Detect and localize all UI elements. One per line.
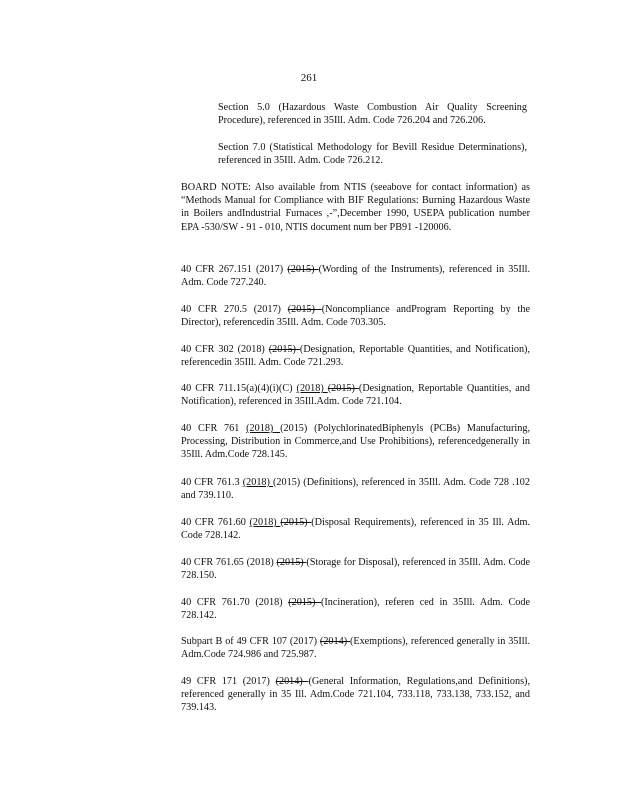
entry-text: (Disposal Requirements), referenced in 35 Ill. Adm. Code 728.142. — [181, 517, 530, 542]
entry-text: (2015) (Definitions), referenced in 35Ill. Adm. Code 728 .102 and 739.110. — [181, 477, 530, 502]
entry — [181, 635, 530, 661]
inserted-text: (2018) — [246, 423, 281, 434]
entry — [181, 516, 530, 542]
entry — [181, 596, 530, 622]
entry — [218, 141, 527, 167]
inserted-text: (2018) — [249, 517, 281, 528]
entry — [181, 556, 530, 582]
inserted-text: (2018) — [242, 477, 274, 488]
entry-text: 40 CFR 761 — [181, 423, 247, 434]
deleted-text: (2014) — [319, 636, 350, 647]
deleted-text: (2015) — [268, 344, 300, 355]
entry-text: (Wording of the Instruments), referenced in 35Ill. Adm. Code 727.240. — [181, 264, 530, 289]
entry — [181, 343, 530, 369]
entry-text: (General Information, Regulations,and Definitions), referenced generally in 35 Ill. Adm.Code 721.104, 733.118, 733.138, 733.152, and 739.143. — [181, 676, 530, 714]
deleted-text: (2015) — [287, 304, 322, 315]
entry-text: (Exemptions), referenced generally in 35Ill. Adm.Code 724.986 and 725.987. — [181, 636, 530, 661]
entry — [181, 675, 530, 715]
entry-text: (2015) (PolychlorinatedBiphenyls (PCBs) Manufacturing, Processing, Distribution in Commerce,and Use Prohibitions), referencedgenerally in 35Ill. Adm.Code 728.145. — [181, 423, 530, 461]
entry — [181, 181, 530, 234]
entry-text: 40 CFR 761.3 — [181, 477, 243, 488]
entry-text: 49 CFR 171 (2017) — [181, 676, 276, 687]
entry-text: (Noncompliance andProgram Reporting by the Director), referencedin 35Ill. Adm. Code 703.305. — [181, 304, 530, 329]
entry-text: Section 7.0 (Statistical Methodology for Bevill Residue Determinations), referenced in 35Ill. Adm. Code 726.212. — [218, 142, 527, 167]
entry-text: 40 CFR 761.65 (2018) — [181, 557, 277, 568]
entry-text: 40 CFR 302 (2018) — [181, 344, 269, 355]
entry-text: Subpart B of 49 CFR 107 (2017) — [181, 636, 320, 647]
entry-text: (Storage for Disposal), referenced in 35Ill. Adm. Code 728.150. — [181, 557, 530, 582]
entry — [181, 263, 530, 289]
deleted-text: (2015) — [276, 557, 307, 568]
entry — [181, 476, 530, 502]
entry-text: Section 5.0 (Hazardous Waste Combustion Air Quality Screening Procedure), referenced in 35Ill. Adm. Code 726.204 and 726.206. — [218, 102, 527, 127]
deleted-text: (2015) — [287, 264, 319, 275]
deleted-text: (2014) — [275, 676, 309, 687]
entry-text: (Designation, Reportable Quantities, and Notification), referencedin 35Ill. Adm. Code 721.293. — [181, 344, 530, 369]
entry — [218, 101, 527, 127]
entry-text: 40 CFR 761.60 — [181, 517, 250, 528]
page-number: 261 — [300, 72, 318, 84]
entry — [181, 382, 530, 408]
entry-text: 40 CFR 270.5 (2017) — [181, 304, 288, 315]
entry-text: 40 CFR 711.15(a)(4)(i)(C) — [181, 383, 297, 394]
entry-text: (Incineration), referen ced in 35Ill. Adm. Code 728.142. — [181, 597, 530, 622]
entry-text: 40 CFR 761.70 (2018) — [181, 597, 289, 608]
deleted-text: (2015) — [288, 597, 322, 608]
entry-text: (Designation, Reportable Quantities, and Notification), referenced in 35Ill.Adm. Code 721.104. — [181, 383, 530, 408]
entry — [181, 422, 530, 462]
entry-text: 40 CFR 267.151 (2017) — [181, 264, 288, 275]
entry — [181, 303, 530, 329]
entry-text: BOARD NOTE: Also available from NTIS (seeabove for contact information) as “Methods Manual for Compliance with BIF Regulations: Burning Hazardous Waste in Boilers andIndustrial Furnaces ,-”,December 1990, USEPA publication number EPA -530/SW - 91 - 010, NTIS document num ber PB91 -120006. — [181, 182, 530, 233]
deleted-text: (2015) — [327, 383, 359, 394]
inserted-text: (2018) — [296, 383, 328, 394]
deleted-text: (2015) — [280, 517, 312, 528]
